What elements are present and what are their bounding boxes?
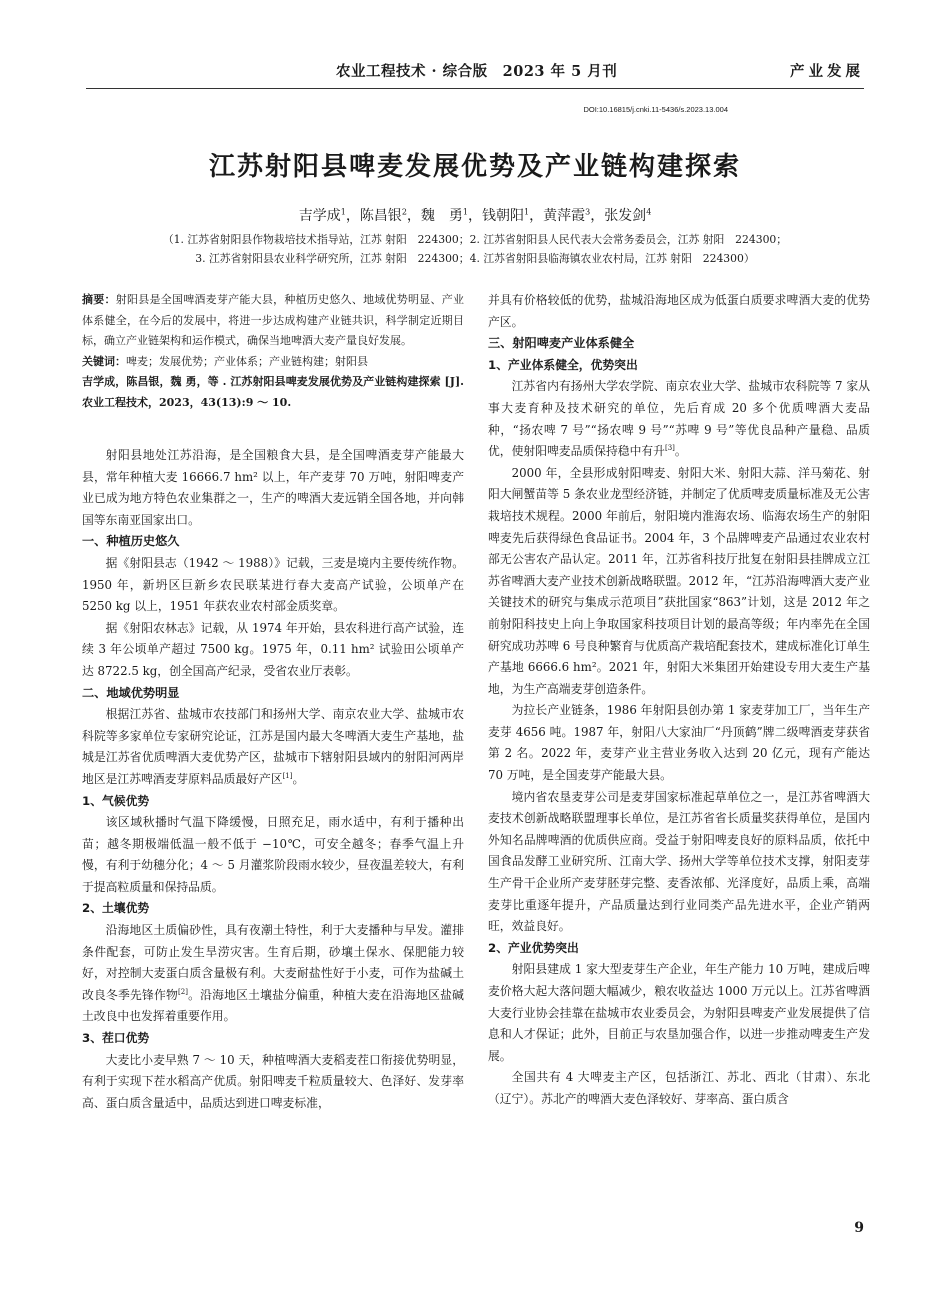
paragraph: 大麦比小麦早熟 7 ～ 10 天，种植啤酒大麦稻麦茬口衔接优势明显，有利于实现下茬水稻高产优质。射阳啤麦千粒质量较大、色泽好、发芽率高、蛋白质含量适中，品质达到进口啤麦标准， [82, 1052, 464, 1110]
left-column [82, 290, 464, 1114]
paragraph: 沿海地区土质偏砂性，具有夜潮土特性，利于大麦播种与早发。灌排条件配套，可防止发生旱涝灾害。生育后期，砂壤土保水、保肥能力较好，对控制大麦蛋白质含量极有利。大麦耐盐性好于小麦，可作为盐碱土改良冬季先锋作物[2]。沿海地区土壤盐分偏重，种植大麦在沿海地区盐碱土改良中也发挥着重要作用。 [82, 923, 464, 1024]
keywords-label: 关键词： [82, 354, 126, 368]
section-heading: 三、射阳啤麦产业体系健全 [488, 336, 635, 351]
paragraph: 全国共有 4 大啤麦主产区，包括浙江、苏北、西北（甘肃）、东北（辽宁）。苏北产的啤酒大麦色泽较好、芽率高、蛋白质含 [488, 1070, 870, 1106]
section-heading: 一、种植历史悠久 [82, 534, 180, 549]
abstract-text: 射阳县是全国啤酒麦芽产能大县，种植历史悠久、地域优势明显、产业体系健全，在今后的发展中，将进一步达成构建产业链共识，科学制定近期目标，确立产业链架构和运作模式，确保当地啤酒大麦产量良好发展。 [82, 293, 465, 347]
paragraph-continued: 并具有价格较低的优势，盐城沿海地区成为低蛋白质要求啤酒大麦的优势产区。 [488, 293, 870, 329]
author: 钱朝阳$^1$， [482, 207, 544, 224]
affiliation-line: （1. 江苏省射阳县作物栽培技术指导站，江苏 射阳 224300；2. 江苏省射阳县人民代表大会常务委员会，江苏 射阳 224300； [162, 233, 788, 246]
section-name: 产业发展 [790, 63, 864, 80]
abstract-label: 摘要： [82, 293, 116, 306]
paragraph: 据《射阳县志（1942 ～ 1988）》记载，三麦是境内主要传统作物。1950 年，新坍区巨新乡农民联某进行春大麦高产试验，公顷单产在 5250 kg 以上，1951 年获农业农村部金质奖章。 [82, 555, 464, 614]
paragraph: 据《射阳农林志》记载，从 1974 年开始，县农科进行高产试验，连续 3 年公顷单产超过 7500 kg。1975 年，0.11 hm² 试验田公顷单产达 8722.5 kg，创全国高产纪录，受省农业厅表彰。 [82, 620, 464, 678]
paragraph: 射阳县建成 1 家大型麦芽生产企业，年生产能力 10 万吨，建成后啤麦价格大起大落问题大幅减少，粮农收益达 1000 万元以上。江苏省啤酒大麦行业协会挂靠在盐城市农业委员会，为射阳县啤麦产业发展提供了信息和人才保证；此外，目前正与农垦加强合作，以进一步推动啤麦生产发展。 [488, 962, 870, 1063]
author-list [0, 205, 950, 225]
author: 张发剑$^4$ [604, 207, 652, 224]
paragraph: 2000 年，全县形成射阳啤麦、射阳大米、射阳大蒜、洋马菊花、射阳大闸蟹苗等 5 条农业龙型经济链，并制定了优质啤麦质量标准及无公害栽培技术规程。2000 年前后，射阳境内淮海农场、临海农场生产的射阳啤麦先后获得绿色食品证书。2004 年，3 个品牌啤麦产品通过农业农村部无公害农产品认定。2011 年，江苏省科技厅批复在射阳县挂牌成立江苏省啤酒大麦产业技术创新战略联盟。2012 年，“江苏沿海啤酒大麦产业关键技术的研究与集成示范项目”获批国家“863”计划，这是 2012 年之前射阳科技史上向上争取国家科技项目计划的最高等级；年内率先在全国研究成功苏啤 6 号良种繁育与优质高产栽培配套技术，建成标准化订单生产基地 6666.6 hm²。2021 年，射阳大米集团开始建设专用大麦生产基地，为生产高端麦芽创造条件。 [488, 465, 870, 696]
journal-name: 农业工程技术 · 综合版 2023 年 5 月刊 [336, 63, 618, 80]
subsection-heading: 2、土壤优势 [82, 901, 150, 916]
keywords-text: 啤麦；发展优势；产业体系；产业链构建；射阳县 [126, 354, 368, 368]
author: 黄萍霞$^3$， [543, 207, 605, 224]
subsection-heading: 3、茬口优势 [82, 1031, 150, 1046]
doi[interactable]: DOI:10.16815/j.cnki.11-5436/s.2023.13.004 [583, 105, 728, 114]
citation-ref[interactable]: [2] [178, 987, 188, 996]
author: 魏 勇$^1$， [420, 207, 482, 224]
citation: 吉学成，陈昌银，魏 勇，等 . 江苏射阳县啤麦发展优势及产业链构建探索 [J]. 农业工程技术，2023，43(13):9 ～ 10. [82, 375, 464, 409]
citation-ref[interactable]: [3] [664, 444, 675, 453]
running-header [86, 58, 864, 86]
paragraph: 根据江苏省、盐城市农技部门和扬州大学、南京农业大学、盐城市农科院等多家单位专家研究论证，江苏是国内最大冬啤酒大麦生产基地，盐城是江苏省优质啤酒大麦优势产区，盐城市下辖射阳县域内的射阳河两岸地区是江苏啤酒麦芽原料品质最好产区[1]。 [82, 707, 464, 786]
subsection-heading: 1、产业体系健全，优势突出 [488, 357, 638, 372]
citation-ref[interactable]: [1] [282, 771, 293, 780]
header-rule [86, 88, 864, 89]
keywords [82, 352, 464, 373]
paragraph: 该区域秋播时气温下降缓慢，日照充足，雨水适中，有利于播种出苗；越冬期极端低温一般不低于 −10℃，可安全越冬；春季气温上升慢，有利于幼穗分化；4 ～ 5 月灌浆阶段雨水较少，昼夜温差较大，有利于提高粒质量和保持品质。 [82, 815, 464, 894]
article-title: 江苏射阳县啤麦发展优势及产业链构建探索 [208, 152, 741, 182]
intro-paragraph: 射阳县地处江苏沿海，是全国粮食大县，是全国啤酒麦芽产能最大县，常年种植大麦 16666.7 hm² 以上，年产麦芽 70 万吨，射阳啤麦产业已成为地方特色农业集群之一，生产的啤酒大麦远销全国各地，并向韩国等东南亚国家出口。 [82, 448, 464, 527]
paragraph: 为拉长产业链条，1986 年射阳县创办第 1 家麦芽加工厂，当年生产麦芽 4656 吨。1987 年，射阳八大家油厂“丹顶鹤”牌二级啤酒麦芽获省第 2 名。2022 年，麦芽产业主营业务收入达到 20 亿元，现有产能达 70 万吨，是全国麦芽产能最大县。 [488, 703, 870, 783]
affiliation-line: 3. 江苏省射阳县农业科学研究所，江苏 射阳 224300；4. 江苏省射阳县临海镇农业农村局，江苏 射阳 224300） [195, 252, 755, 265]
subsection-heading: 1、气候优势 [82, 793, 150, 808]
subsection-heading: 2、产业优势突出 [488, 940, 579, 955]
paragraph: 境内省农垦麦芽公司是麦芽国家标准起草单位之一，是江苏省啤酒大麦技术创新战略联盟理事长单位，是江苏省省长质量奖获得单位，是国内外知名品牌啤酒的优质供应商。受益于射阳啤麦良好的原料品质，依托中国食品发酵工业研究所、江南大学、扬州大学等单位技术支撑，射阳麦芽生产骨干企业所产麦芽胚芽完整、麦香浓郁、光泽度好，品质上乘，高端麦芽比重逐年提升，产品质量达到行业同类产品先进水平，企业产销两旺，效益良好。 [488, 789, 870, 934]
author: 吉学成$^1$， [298, 207, 360, 224]
section-heading: 二、地域优势明显 [82, 685, 180, 700]
author: 陈昌银$^2$， [359, 207, 421, 224]
abstract [82, 290, 464, 352]
right-column [488, 290, 870, 1111]
paragraph: 江苏省内有扬州大学农学院、南京农业大学、盐城市农科院等 7 家从事大麦育种及技术研究的单位，先后育成 20 多个优质啤酒大麦品种，“扬农啤 7 号”“扬农啤 9 号”“苏啤 9 号”等优良品种产量稳、品质优，使射阳啤麦品质保持稳中有升[3]。 [488, 379, 870, 459]
page-number: 9 [854, 1220, 864, 1236]
